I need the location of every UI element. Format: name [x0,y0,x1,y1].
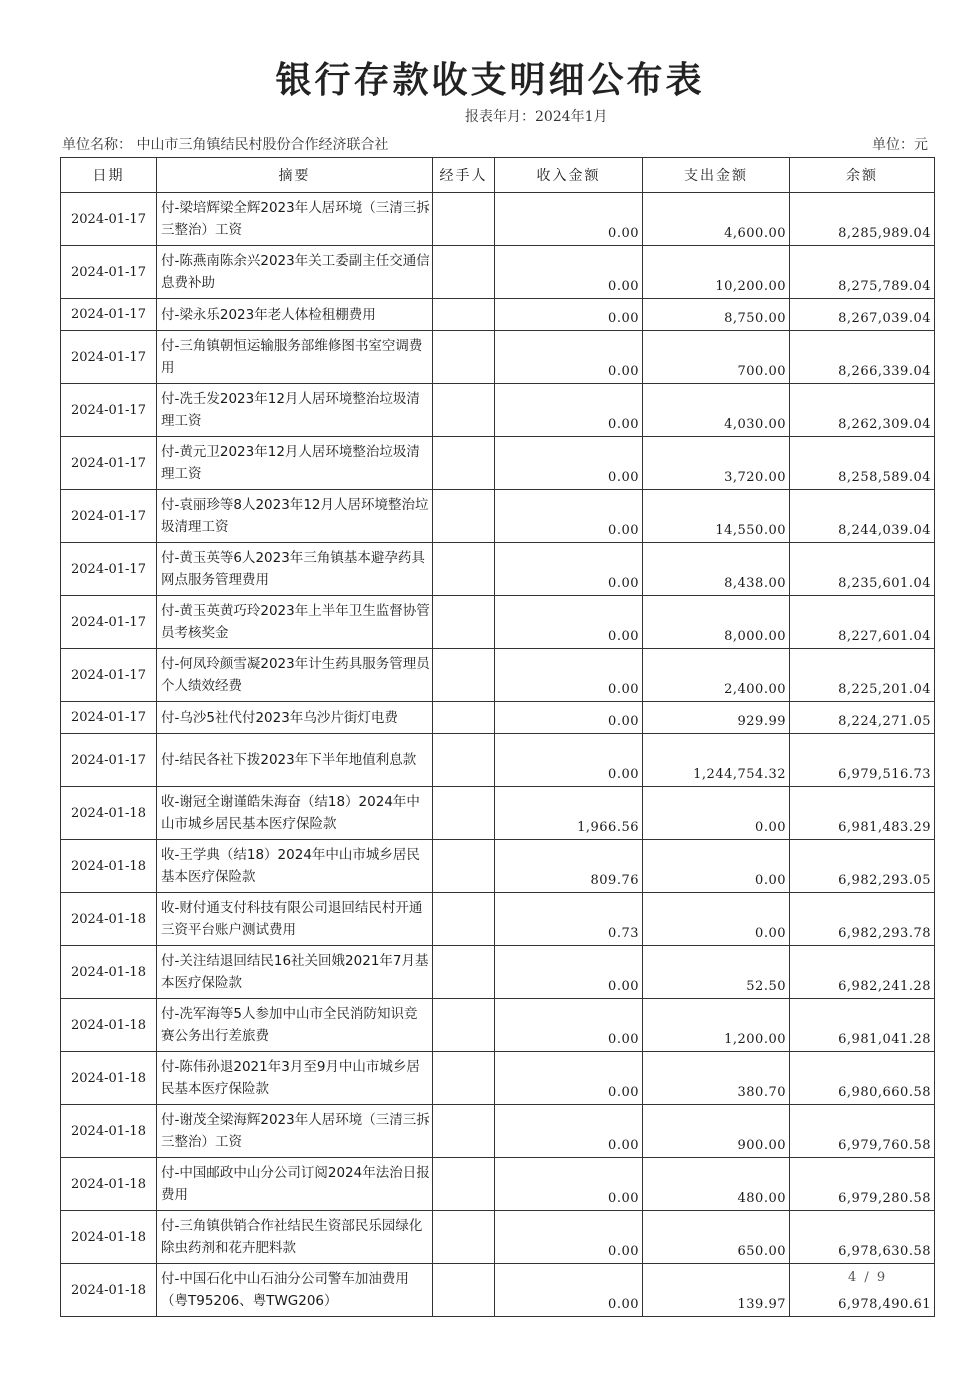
cell-handler [433,649,495,702]
cell-summary: 付-梁永乐2023年老人体检租棚费用 [157,299,433,331]
cell-handler [433,331,495,384]
cell-handler [433,1264,495,1317]
cell-handler [433,840,495,893]
cell-balance: 6,981,041.28 [790,999,935,1052]
cell-handler [433,384,495,437]
cell-expense: 0.00 [643,893,790,946]
table-row [61,1211,935,1264]
cell-expense: 3,720.00 [643,437,790,490]
cell-expense: 8,438.00 [643,543,790,596]
cell-handler [433,999,495,1052]
cell-date: 2024-01-17 [61,596,157,649]
cell-summary: 付-三角镇朝恒运输服务部维修图书室空调费用 [157,331,433,384]
cell-balance: 8,227,601.04 [790,596,935,649]
unit-row [62,134,928,156]
cell-income: 0.00 [495,437,643,490]
table-row [61,246,935,299]
cell-expense: 0.00 [643,787,790,840]
cell-date: 2024-01-18 [61,1105,157,1158]
page-number: 4 / 9 [848,1270,888,1285]
cell-summary: 付-乌沙5社代付2023年乌沙片街灯电费 [157,702,433,734]
cell-income: 0.00 [495,649,643,702]
cell-summary: 付-谢茂全梁海辉2023年人居环境（三清三拆三整治）工资 [157,1105,433,1158]
column-header-date: 日期 [61,158,157,193]
cell-expense: 2,400.00 [643,649,790,702]
table-row [61,331,935,384]
cell-summary: 付-关注结退回结民16社关回娥2021年7月基本医疗保险款 [157,946,433,999]
cell-summary: 付-冼壬发2023年12月人居环境整治垃圾清理工资 [157,384,433,437]
cell-date: 2024-01-18 [61,1211,157,1264]
table-row [61,893,935,946]
cell-expense: 4,600.00 [643,193,790,246]
column-header-income: 收入金额 [495,158,643,193]
cell-date: 2024-01-18 [61,840,157,893]
cell-balance: 6,982,293.78 [790,893,935,946]
cell-summary: 付-黄玉英黄巧玲2023年上半年卫生监督协管员考核奖金 [157,596,433,649]
cell-income: 809.76 [495,840,643,893]
cell-income: 0.00 [495,596,643,649]
table-row [61,490,935,543]
cell-expense: 900.00 [643,1105,790,1158]
cell-balance: 8,224,271.05 [790,702,935,734]
cell-summary: 付-黄玉英等6人2023年三角镇基本避孕药具网点服务管理费用 [157,543,433,596]
cell-expense: 650.00 [643,1211,790,1264]
table-row [61,384,935,437]
cell-summary: 收-财付通支付科技有限公司退回结民村开通三资平台账户测试费用 [157,893,433,946]
cell-income: 0.00 [495,490,643,543]
cell-date: 2024-01-17 [61,437,157,490]
cell-handler [433,1158,495,1211]
cell-income: 0.00 [495,702,643,734]
cell-balance: 6,978,630.58 [790,1211,935,1264]
cell-balance: 8,244,039.04 [790,490,935,543]
cell-balance: 6,980,660.58 [790,1052,935,1105]
cell-summary: 收-王学典（结18）2024年中山市城乡居民基本医疗保险款 [157,840,433,893]
cell-handler [433,490,495,543]
cell-balance: 6,982,241.28 [790,946,935,999]
cell-date: 2024-01-18 [61,946,157,999]
cell-handler [433,1211,495,1264]
cell-handler [433,734,495,787]
cell-expense: 929.99 [643,702,790,734]
currency-unit: 单位：元 [872,137,928,153]
cell-income: 0.00 [495,1105,643,1158]
column-header-balance: 余额 [790,158,935,193]
cell-summary: 付-陈燕南陈余兴2023年关工委副主任交通信息费补助 [157,246,433,299]
cell-balance: 8,258,589.04 [790,437,935,490]
cell-date: 2024-01-18 [61,893,157,946]
cell-income: 1,966.56 [495,787,643,840]
cell-date: 2024-01-17 [61,299,157,331]
cell-expense: 8,000.00 [643,596,790,649]
cell-date: 2024-01-17 [61,734,157,787]
cell-handler [433,893,495,946]
cell-income: 0.00 [495,1211,643,1264]
cell-date: 2024-01-17 [61,246,157,299]
ledger-table [60,157,935,1317]
column-header-summary: 摘要 [157,158,433,193]
cell-handler [433,787,495,840]
cell-handler [433,946,495,999]
cell-handler [433,596,495,649]
cell-summary: 付-三角镇供销合作社结民生资部民乐园绿化除虫药剂和花卉肥料款 [157,1211,433,1264]
cell-expense: 380.70 [643,1052,790,1105]
cell-summary: 付-黄元卫2023年12月人居环境整治垃圾清理工资 [157,437,433,490]
report-date: 报表年月：2024年1月 [465,109,608,125]
cell-balance: 8,267,039.04 [790,299,935,331]
table-row [61,734,935,787]
cell-income: 0.00 [495,299,643,331]
cell-summary: 付-中国邮政中山分公司订阅2024年法治日报费用 [157,1158,433,1211]
cell-income: 0.00 [495,1158,643,1211]
cell-date: 2024-01-18 [61,1052,157,1105]
cell-summary: 付-冼军海等5人参加中山市全民消防知识竞赛公务出行差旅费 [157,999,433,1052]
table-row [61,946,935,999]
cell-income: 0.73 [495,893,643,946]
cell-date: 2024-01-17 [61,543,157,596]
table-row [61,702,935,734]
cell-expense: 52.50 [643,946,790,999]
cell-income: 0.00 [495,1264,643,1317]
cell-summary: 付-梁培辉梁全辉2023年人居环境（三清三拆三整治）工资 [157,193,433,246]
cell-income: 0.00 [495,734,643,787]
cell-income: 0.00 [495,543,643,596]
cell-balance: 6,979,760.58 [790,1105,935,1158]
column-header-expense: 支出金额 [643,158,790,193]
cell-expense: 700.00 [643,331,790,384]
table-row [61,649,935,702]
cell-balance: 6,982,293.05 [790,840,935,893]
document-title: 银行存款收支明细公布表 [275,60,705,101]
cell-handler [433,299,495,331]
cell-balance: 8,275,789.04 [790,246,935,299]
cell-date: 2024-01-17 [61,331,157,384]
cell-expense: 1,200.00 [643,999,790,1052]
cell-handler [433,702,495,734]
cell-balance: 6,979,280.58 [790,1158,935,1211]
cell-date: 2024-01-18 [61,1158,157,1211]
table-row [61,1052,935,1105]
table-row [61,299,935,331]
cell-balance: 8,262,309.04 [790,384,935,437]
cell-expense: 139.97 [643,1264,790,1317]
cell-balance: 8,225,201.04 [790,649,935,702]
cell-handler [433,1052,495,1105]
cell-handler [433,437,495,490]
cell-date: 2024-01-18 [61,1264,157,1317]
cell-expense: 4,030.00 [643,384,790,437]
table-row [61,1158,935,1211]
table-row [61,543,935,596]
cell-handler [433,246,495,299]
cell-summary: 收-谢冠全谢谨皓朱海奋（结18）2024年中山市城乡居民基本医疗保险款 [157,787,433,840]
table-row [61,1264,935,1317]
cell-balance: 6,981,483.29 [790,787,935,840]
cell-date: 2024-01-18 [61,999,157,1052]
cell-expense: 480.00 [643,1158,790,1211]
cell-balance: 6,979,516.73 [790,734,935,787]
table-row [61,787,935,840]
table-row [61,596,935,649]
cell-date: 2024-01-17 [61,384,157,437]
cell-balance: 6,978,490.61 [790,1264,935,1317]
cell-expense: 14,550.00 [643,490,790,543]
cell-balance: 8,235,601.04 [790,543,935,596]
cell-expense: 0.00 [643,840,790,893]
cell-date: 2024-01-17 [61,649,157,702]
cell-expense: 10,200.00 [643,246,790,299]
cell-income: 0.00 [495,946,643,999]
cell-income: 0.00 [495,193,643,246]
cell-date: 2024-01-17 [61,193,157,246]
cell-summary: 付-中国石化中山石油分公司警车加油费用（粤T95206、粤TWG206） [157,1264,433,1317]
cell-handler [433,543,495,596]
table-header-row [61,158,935,193]
table-row [61,999,935,1052]
cell-balance: 8,266,339.04 [790,331,935,384]
cell-income: 0.00 [495,999,643,1052]
cell-handler [433,193,495,246]
cell-summary: 付-袁丽珍等8人2023年12月人居环境整治垃圾清理工资 [157,490,433,543]
cell-summary: 付-何凤玲颜雪凝2023年计生药具服务管理员个人绩效经费 [157,649,433,702]
cell-handler [433,1105,495,1158]
cell-summary: 付-陈伟孙退2021年3月至9月中山市城乡居民基本医疗保险款 [157,1052,433,1105]
cell-income: 0.00 [495,331,643,384]
cell-income: 0.00 [495,384,643,437]
cell-expense: 1,244,754.32 [643,734,790,787]
cell-expense: 8,750.00 [643,299,790,331]
cell-summary: 付-结民各社下拨2023年下半年地值利息款 [157,734,433,787]
cell-income: 0.00 [495,246,643,299]
cell-date: 2024-01-18 [61,787,157,840]
cell-date: 2024-01-17 [61,490,157,543]
cell-balance: 8,285,989.04 [790,193,935,246]
table-row [61,840,935,893]
table-row [61,437,935,490]
cell-income: 0.00 [495,1052,643,1105]
unit-name: 单位名称： 中山市三角镇结民村股份合作经济联合社 [62,137,389,153]
table-row [61,1105,935,1158]
cell-date: 2024-01-17 [61,702,157,734]
table-row [61,193,935,246]
column-header-handler: 经手人 [433,158,495,193]
